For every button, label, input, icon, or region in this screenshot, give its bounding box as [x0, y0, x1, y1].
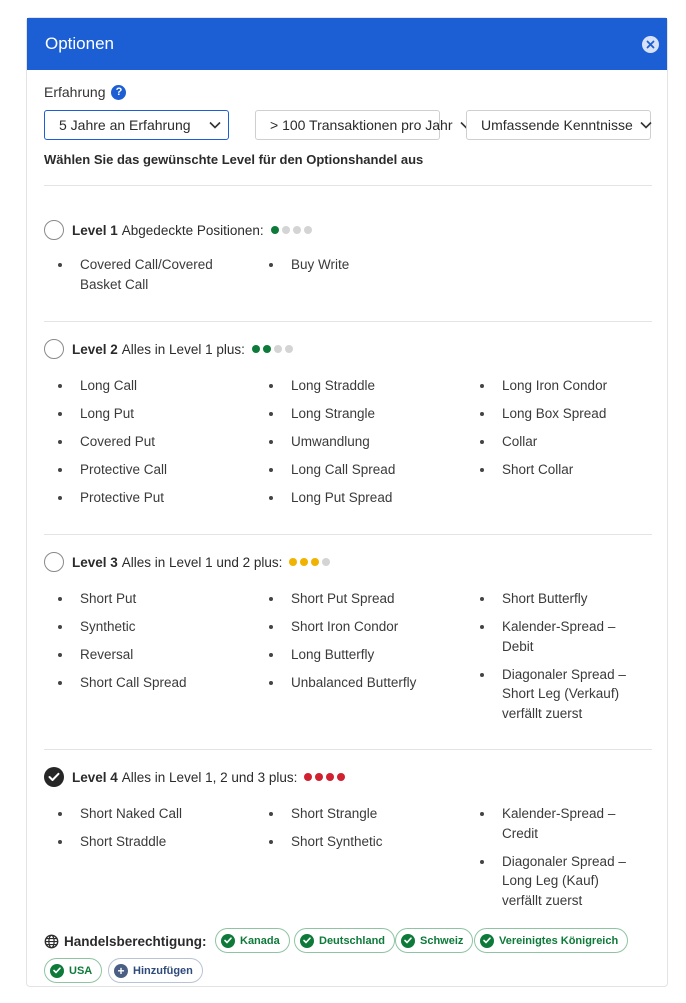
strategy-item: Long Box Spread — [480, 404, 650, 424]
strategy-item: Short Straddle — [58, 832, 238, 852]
divider — [44, 185, 652, 186]
check-circle-icon — [401, 934, 415, 948]
check-icon — [48, 772, 60, 782]
strategy-item: Protective Put — [58, 488, 238, 508]
check-circle-icon — [480, 934, 494, 948]
strategy-list — [269, 255, 449, 283]
rating-dot-filled — [326, 773, 334, 781]
level-4-radio[interactable] — [44, 767, 64, 787]
country-name: Kanada — [240, 934, 280, 947]
strategy-list — [58, 589, 238, 701]
add-country-label: Hinzufügen — [133, 964, 193, 977]
strategy-list — [480, 804, 640, 919]
level-name: Level 2 — [72, 341, 118, 357]
knowledge-value: Umfassende Kenntnisse — [481, 117, 633, 133]
level-1-option[interactable] — [44, 220, 312, 240]
strategy-list — [269, 376, 449, 516]
country-name: Deutschland — [319, 934, 386, 947]
country-chip-kanada[interactable] — [215, 928, 290, 953]
close-button[interactable] — [642, 36, 659, 53]
country-name: USA — [69, 964, 93, 977]
knowledge-select[interactable] — [466, 110, 651, 140]
divider — [44, 749, 652, 750]
rating-dot-empty — [322, 558, 330, 566]
check-circle-icon — [221, 934, 235, 948]
level-rating — [252, 345, 293, 353]
level-description: Alles in Level 1 plus: — [121, 341, 245, 357]
strategy-list — [58, 255, 238, 303]
modal-title: Optionen — [45, 34, 114, 53]
strategy-item: Short Strangle — [269, 804, 449, 824]
level-2-option[interactable] — [44, 339, 293, 359]
strategy-item: Long Put Spread — [269, 488, 449, 508]
strategy-item: Short Iron Condor — [269, 617, 449, 637]
rating-dot-filled — [252, 345, 260, 353]
strategy-item: Long Iron Condor — [480, 376, 650, 396]
level-description: Abgedeckte Positionen: — [121, 222, 264, 238]
plus-icon: + — [114, 964, 128, 978]
level-rating — [271, 226, 312, 234]
strategy-item: Long Butterfly — [269, 645, 449, 665]
strategy-item: Protective Call — [58, 460, 238, 480]
rating-dot-filled — [337, 773, 345, 781]
country-name: Vereinigtes Königreich — [499, 934, 619, 947]
rating-dot-filled — [271, 226, 279, 234]
strategy-item: Covered Call/Covered Basket Call — [58, 255, 238, 294]
globe-icon — [44, 934, 59, 949]
rating-dot-empty — [304, 226, 312, 234]
strategy-item: Diagonaler Spread – Short Leg (Verkauf) verfällt zuerst — [480, 665, 640, 724]
strategy-item: Synthetic — [58, 617, 238, 637]
transactions-value: > 100 Transaktionen pro Jahr — [270, 117, 453, 133]
rating-dot-filled — [304, 773, 312, 781]
strategy-item: Long Put — [58, 404, 238, 424]
strategy-item: Reversal — [58, 645, 238, 665]
check-circle-icon — [300, 934, 314, 948]
rating-dot-filled — [289, 558, 297, 566]
level-1-radio[interactable] — [44, 220, 64, 240]
permissions-label: Handelsberechtigung: — [64, 934, 207, 949]
country-chip-deutschland[interactable] — [294, 928, 395, 953]
level-rating — [289, 558, 330, 566]
divider — [44, 321, 652, 322]
strategy-item: Short Put — [58, 589, 238, 609]
level-name: Level 4 — [72, 769, 118, 785]
country-name: Schweiz — [420, 934, 464, 947]
rating-dot-empty — [293, 226, 301, 234]
level-3-option[interactable] — [44, 552, 330, 572]
country-chip-usa[interactable] — [44, 958, 102, 983]
rating-dot-empty — [285, 345, 293, 353]
strategy-item: Buy Write — [269, 255, 449, 275]
strategy-list — [480, 589, 640, 732]
permissions-label-row — [44, 934, 207, 949]
instruction-text: Wählen Sie das gewünschte Level für den Optionshandel aus — [44, 152, 424, 167]
level-4-option[interactable] — [44, 767, 345, 787]
strategy-item: Long Call — [58, 376, 238, 396]
options-modal — [26, 17, 668, 987]
strategy-list — [269, 804, 449, 860]
strategy-list — [58, 804, 238, 860]
strategy-item: Kalender-Spread – Debit — [480, 617, 640, 656]
strategy-item: Kalender-Spread – Credit — [480, 804, 640, 843]
divider — [44, 534, 652, 535]
strategy-list — [480, 376, 650, 488]
strategy-item: Short Butterfly — [480, 589, 640, 609]
strategy-item: Covered Put — [58, 432, 238, 452]
strategy-list — [58, 376, 238, 516]
strategy-item: Short Synthetic — [269, 832, 449, 852]
strategy-item: Long Strangle — [269, 404, 449, 424]
check-circle-icon — [50, 964, 64, 978]
strategy-item: Unbalanced Butterfly — [269, 673, 449, 693]
transactions-select[interactable] — [255, 110, 453, 140]
rating-dot-empty — [274, 345, 282, 353]
rating-dot-filled — [263, 345, 271, 353]
strategy-item: Diagonaler Spread – Long Leg (Kauf) verfällt zuerst — [480, 852, 640, 911]
strategy-item: Short Naked Call — [58, 804, 238, 824]
add-country-button[interactable] — [108, 958, 203, 983]
modal-header — [27, 18, 667, 70]
rating-dot-filled — [300, 558, 308, 566]
strategy-item: Short Put Spread — [269, 589, 449, 609]
strategy-item: Collar — [480, 432, 650, 452]
strategy-item: Short Collar — [480, 460, 650, 480]
experience-label: Erfahrung — [44, 84, 106, 100]
strategy-item: Umwandlung — [269, 432, 449, 452]
level-2-radio[interactable] — [44, 339, 64, 359]
experience-label-row — [44, 84, 126, 100]
level-description: Alles in Level 1 und 2 plus: — [121, 554, 283, 570]
chevron-down-icon — [202, 121, 228, 129]
experience-years-select[interactable] — [44, 110, 229, 140]
strategy-item: Long Call Spread — [269, 460, 449, 480]
chevron-down-icon — [633, 121, 659, 129]
country-chip-schweiz[interactable] — [395, 928, 473, 953]
rating-dot-empty — [282, 226, 290, 234]
level-name: Level 3 — [72, 554, 118, 570]
strategy-item: Long Straddle — [269, 376, 449, 396]
strategy-item: Short Call Spread — [58, 673, 238, 693]
level-rating — [304, 773, 345, 781]
level-description: Alles in Level 1, 2 und 3 plus: — [121, 769, 298, 785]
experience-years-value: 5 Jahre an Erfahrung — [59, 117, 191, 133]
help-icon[interactable]: ? — [111, 85, 126, 100]
level-name: Level 1 — [72, 222, 118, 238]
country-chip-vereinigtes-koenigreich[interactable] — [474, 928, 628, 953]
level-3-radio[interactable] — [44, 552, 64, 572]
rating-dot-filled — [311, 558, 319, 566]
rating-dot-filled — [315, 773, 323, 781]
strategy-list — [269, 589, 449, 701]
close-icon — [646, 40, 655, 49]
